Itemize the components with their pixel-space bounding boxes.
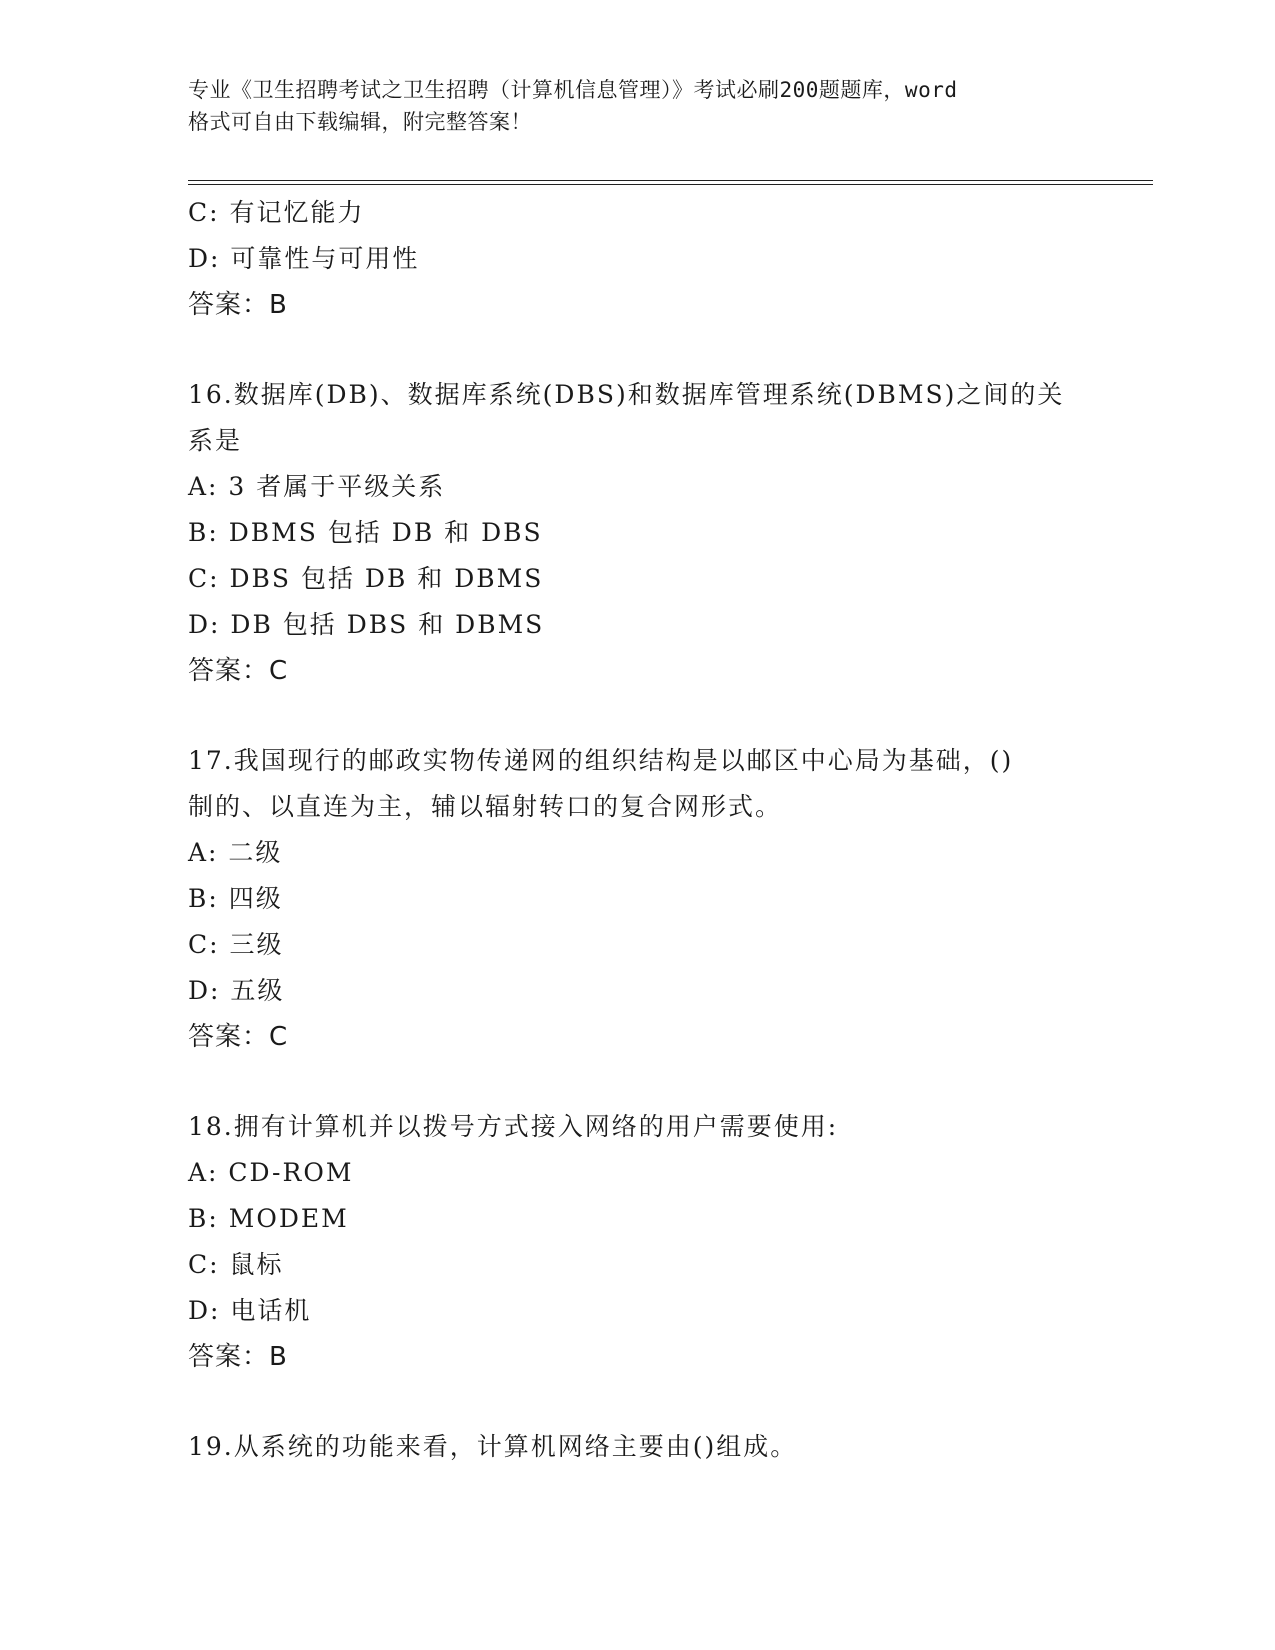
document-header bbox=[188, 74, 1088, 138]
question-19 bbox=[188, 1424, 1088, 1470]
header-title-line-1: 专业《卫生招聘考试之卫生招聘（计算机信息管理）》考试必刷200题题库，word bbox=[188, 78, 958, 102]
question-spacer bbox=[188, 1060, 1088, 1104]
question-spacer bbox=[188, 1380, 1088, 1424]
question-stem-continued: 制的、以直连为主，辅以辐射转口的复合网形式。 bbox=[188, 792, 783, 821]
answer-line: 答案：B bbox=[188, 1342, 288, 1372]
option-d: D: 可靠性与可用性 bbox=[188, 244, 420, 273]
question-stem-continued: 系是 bbox=[188, 426, 243, 455]
answer-line: 答案：C bbox=[188, 656, 289, 686]
option-c: C: 三级 bbox=[188, 930, 284, 959]
option-d: D: DB 包括 DBS 和 DBMS bbox=[188, 610, 545, 639]
question-stem: 16.数据库(DB)、数据库系统(DBS)和数据库管理系统(DBMS)之间的关 bbox=[188, 380, 1065, 409]
question-stem: 18.拥有计算机并以拨号方式接入网络的用户需要使用: bbox=[188, 1112, 839, 1141]
option-c: C: 鼠标 bbox=[188, 1250, 284, 1279]
option-b: B: 四级 bbox=[188, 884, 283, 913]
question-list bbox=[188, 190, 1088, 1470]
option-d: D: 电话机 bbox=[188, 1296, 312, 1325]
question-spacer bbox=[188, 694, 1088, 738]
option-a: A: CD-ROM bbox=[188, 1158, 354, 1187]
option-c: C: 有记忆能力 bbox=[188, 198, 365, 227]
option-a: A: 二级 bbox=[188, 838, 283, 867]
answer-line: 答案：B bbox=[188, 290, 288, 320]
question-18 bbox=[188, 1104, 1088, 1380]
header-divider-bottom bbox=[188, 184, 1153, 185]
option-b: B: DBMS 包括 DB 和 DBS bbox=[188, 518, 543, 547]
option-d: D: 五级 bbox=[188, 976, 285, 1005]
option-b: B: MODEM bbox=[188, 1204, 349, 1233]
question-stem: 19.从系统的功能来看，计算机网络主要由()组成。 bbox=[188, 1432, 798, 1461]
question-spacer bbox=[188, 328, 1088, 372]
option-c: C: DBS 包括 DB 和 DBMS bbox=[188, 564, 544, 593]
header-title-line-2: 格式可自由下载编辑，附完整答案！ bbox=[188, 110, 532, 134]
question-17 bbox=[188, 738, 1088, 1060]
answer-line: 答案：C bbox=[188, 1022, 289, 1052]
header-divider-top bbox=[188, 180, 1153, 181]
question-16 bbox=[188, 372, 1088, 694]
question-15-tail bbox=[188, 190, 1088, 328]
question-stem: 17.我国现行的邮政实物传递网的组织结构是以邮区中心局为基础，() bbox=[188, 746, 1014, 775]
option-a: A: 3 者属于平级关系 bbox=[188, 472, 446, 501]
